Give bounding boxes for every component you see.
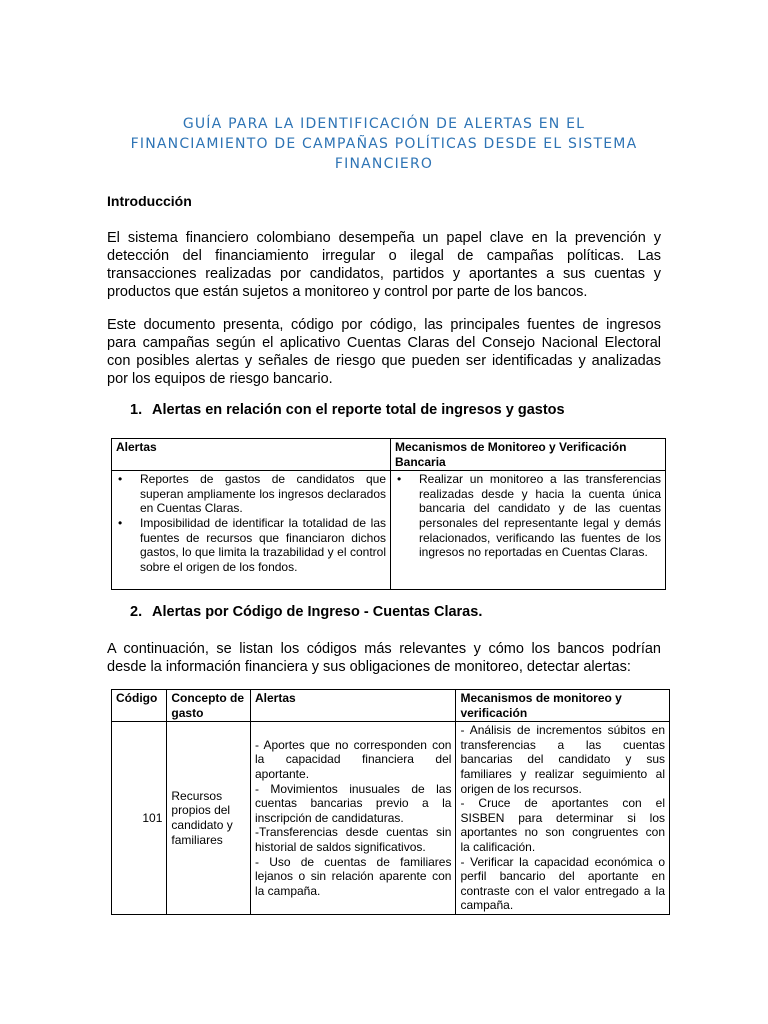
mechanisms-cell — [456, 722, 670, 915]
header-alerts: Alertas — [250, 690, 455, 722]
cell-line: - Uso de cuentas de familiares — [254, 854, 452, 869]
title-line: FINANCIAMIENTO DE CAMPAÑAS POLÍTICAS DESDE EL SISTEMA — [130, 136, 638, 152]
cell-line: origen de los recursos. — [460, 781, 582, 796]
cell-line: contraste con el valor entregado a la — [460, 883, 665, 898]
header-alerts: Alertas — [112, 439, 391, 471]
paragraph-line: por los equipos de riesgo bancario. — [107, 371, 333, 387]
paragraph-line: desde la información financiera y sus obligaciones de monitoreo, detectar alertas: — [107, 659, 631, 675]
alerts-total-table — [111, 438, 666, 590]
table-row — [112, 722, 670, 915]
header-mechanisms: Mecanismos de Monitoreo y Verificación Bancaria — [391, 439, 666, 471]
cell-line: - Análisis de incrementos súbitos en — [460, 723, 665, 738]
intro-paragraph-2 — [107, 316, 661, 388]
section-2-heading — [130, 604, 482, 620]
intro-heading: Introducción — [107, 193, 192, 209]
cell-line: la capacidad financiera del — [254, 752, 452, 767]
alerts-cell — [112, 471, 391, 590]
cell-line: campaña. — [460, 898, 514, 913]
title-line: GUÍA PARA LA IDENTIFICACIÓN DE ALERTAS EN EL — [182, 116, 586, 132]
paragraph-line: detección del financiamiento irregular o ilegal de campañas políticas. Las — [107, 248, 661, 264]
paragraph-line: Este documento presenta, código por código, las principales fuentes de ingresos — [107, 317, 661, 333]
list-item: • Realizar un monitoreo a las transferencias realizadas desde y hacia la cuenta única bancaria del candidato y de las cuentas personales del representante legal y demás relacionados, verificando las fuentes de los ingresos no reportadas en Cuentas Claras. — [395, 472, 661, 560]
cell-line: perfil bancario del aportante en — [460, 869, 665, 884]
cell-line: - Aportes que no corresponden con — [254, 737, 452, 752]
mechanisms-cell — [391, 471, 666, 590]
table-header-row — [112, 690, 670, 722]
section-title: Alertas por Código de Ingreso - Cuentas Claras. — [152, 604, 483, 620]
cell-line: la calificación. — [460, 839, 536, 854]
cell-line: transferencias a las cuentas — [460, 737, 665, 752]
document-title — [100, 114, 668, 174]
table-row — [112, 471, 666, 590]
cell-line: aportante. — [254, 766, 310, 781]
list-item: • Reportes de gastos de candidatos que superan ampliamente los ingresos declarados en Cuentas Claras. — [116, 472, 386, 516]
code-cell: 101 — [112, 722, 167, 915]
table-header-row — [112, 439, 666, 471]
header-concept: Concepto de gasto — [167, 690, 251, 722]
paragraph-line: A continuación, se listan los códigos más relevantes y cómo los bancos podrían — [107, 641, 661, 657]
list-item: • Imposibilidad de identificar la totalidad de las fuentes de recursos que financiaron dichos gastos, lo que limita la trazabilidad y el control sobre el origen de los fondos. — [116, 516, 386, 574]
mechanisms-list — [395, 472, 661, 560]
cell-line: inscripción de candidaturas. — [254, 810, 404, 825]
section-title: Alertas en relación con el reporte total de ingresos y gastos — [152, 402, 565, 418]
paragraph-line: productos que están sujetos a monitoreo y control por parte de los bancos. — [107, 284, 588, 300]
paragraph-line: transacciones realizadas por candidatos, partidos y aportantes a sus cuentas y — [107, 266, 661, 282]
cell-line: -Transferencias desde cuentas sin — [254, 825, 452, 840]
cell-line: - Verificar la capacidad económica o — [460, 854, 665, 869]
cell-line: - Cruce de aportantes con el — [460, 796, 665, 811]
income-code-table — [111, 689, 670, 915]
title-line: FINANCIERO — [334, 156, 434, 172]
cell-line: la campaña. — [254, 883, 321, 898]
intro-paragraph-1 — [107, 229, 661, 301]
cell-line: historial de saldos significativos. — [254, 839, 426, 854]
cell-line: aportantes no son congruentes con — [460, 825, 665, 840]
paragraph-line: para campañas según el aplicativo Cuentas Claras del Consejo Nacional Electoral — [107, 335, 661, 351]
section-number: 2. — [130, 604, 143, 620]
cell-line: cuentas bancarias previo a la — [254, 796, 452, 811]
cell-line: SISBEN para determinar si los — [460, 810, 665, 825]
cell-line: familiares y realizar seguimiento al — [460, 766, 665, 781]
cell-line: bancarias del candidato y sus — [460, 752, 665, 767]
section-1-heading — [130, 402, 565, 418]
section-2-paragraph — [107, 640, 661, 676]
header-code: Código — [112, 690, 167, 722]
cell-line: lejanos o sin relación aparente con — [254, 869, 452, 884]
alerts-list — [116, 472, 386, 574]
section-number: 1. — [130, 402, 143, 418]
header-mechanisms: Mecanismos de monitoreo y verificación — [456, 690, 670, 722]
concept-cell: Recursos propios del candidato y familiares — [167, 722, 251, 915]
paragraph-line: El sistema financiero colombiano desempeña un papel clave en la prevención y — [107, 230, 661, 246]
cell-line: - Movimientos inusuales de las — [254, 781, 452, 796]
paragraph-line: con posibles alertas y señales de riesgo que pueden ser identificadas y analizadas — [107, 353, 661, 369]
alerts-cell — [250, 722, 455, 915]
